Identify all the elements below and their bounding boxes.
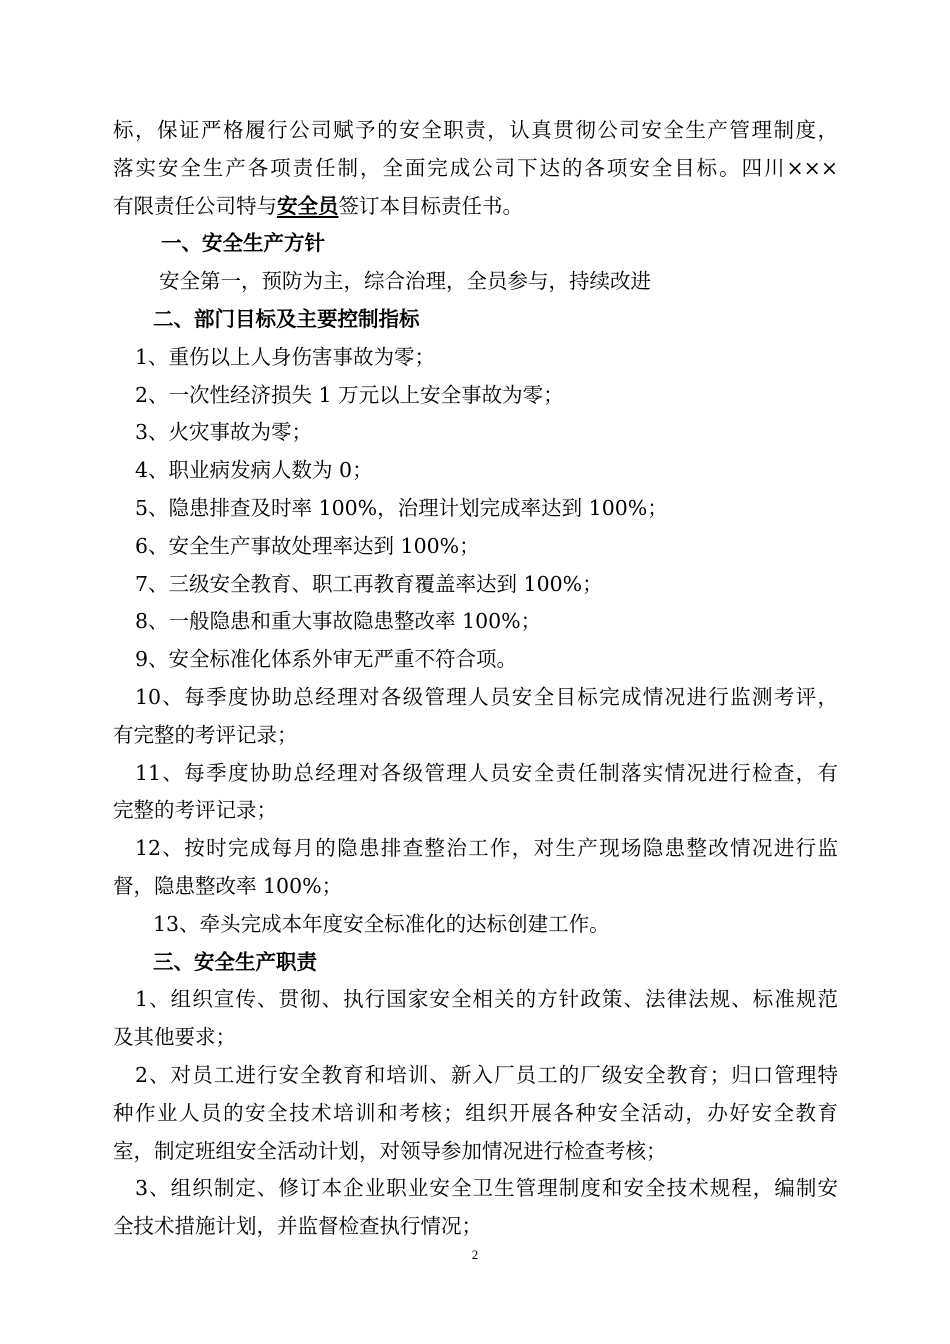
target-item-12-line-2: 督，隐患整改率 100%； (113, 873, 343, 898)
duty-item-2-line-2: 种作业人员的安全技术培训和考核；组织开展各种安全活动，办好安全教育 (113, 1100, 838, 1125)
signatory-role: 安全员 (277, 193, 339, 218)
target-item-3: 3、火灾事故为零； (135, 420, 313, 445)
intro-line-2: 落实安全生产各项责任制，全面完成公司下达的各项安全目标。四川××× (113, 155, 838, 180)
duty-item-2-line-3: 室，制定班组安全活动计划，对领导参加情况进行检查考核； (113, 1138, 667, 1163)
intro-line-3 (113, 188, 838, 226)
duty-item-3-line-2: 全技术措施计划，并监督检查执行情况； (113, 1214, 482, 1239)
target-item-7: 7、三级安全教育、职工再教育覆盖率达到 100%； (135, 571, 603, 596)
duty-item-1-line-1: 1、组织宣传、贯彻、执行国家安全相关的方针政策、法律法规、标准规范 (135, 987, 838, 1012)
target-item-12-line-1: 12、按时完成每月的隐患排查整治工作，对生产现场隐患整改情况进行监 (135, 836, 838, 861)
section-3-heading: 三、安全生产职责 (153, 949, 317, 974)
duty-item-1-line-2: 及其他要求； (113, 1025, 236, 1050)
intro-line-3-prefix: 有限责任公司特与 (113, 193, 277, 218)
target-item-6: 6、安全生产事故处理率达到 100%； (135, 533, 480, 558)
target-item-11-line-2: 完整的考评记录； (113, 798, 277, 823)
target-item-11-line-1: 11、每季度协助总经理对各级管理人员安全责任制落实情况进行检查，有 (135, 760, 838, 785)
section-2-heading: 二、部门目标及主要控制指标 (153, 306, 420, 331)
section-1-text: 安全第一，预防为主，综合治理，全员参与，持续改进 (159, 269, 651, 294)
section-1-heading: 一、安全生产方针 (161, 231, 325, 256)
target-item-10-line-2: 有完整的考评记录； (113, 722, 298, 747)
intro-line-3-suffix: 签订本目标责任书。 (338, 193, 523, 218)
target-item-8: 8、一般隐患和重大事故隐患整改率 100%； (135, 609, 542, 634)
target-item-2: 2、一次性经济损失 1 万元以上安全事故为零； (135, 382, 564, 407)
document-body (113, 112, 838, 1246)
target-item-4: 4、职业病发病人数为 0； (135, 458, 373, 483)
target-item-13: 13、牵头完成本年度安全标准化的达标创建工作。 (153, 911, 610, 936)
target-item-10-line-1: 10、每季度协助总经理对各级管理人员安全目标完成情况进行监测考评， (135, 684, 838, 709)
duty-item-3-line-1: 3、组织制定、修订本企业职业安全卫生管理制度和安全技术规程，编制安 (135, 1176, 838, 1201)
duty-item-2-line-1: 2、对员工进行安全教育和培训、新入厂员工的厂级安全教育；归口管理特 (135, 1062, 838, 1087)
intro-line-1: 标，保证严格履行公司赋予的安全职责，认真贯彻公司安全生产管理制度， (113, 118, 838, 142)
page-number: 2 (471, 1247, 479, 1262)
target-item-1: 1、重伤以上人身伤害事故为零； (135, 344, 436, 369)
target-item-5: 5、隐患排查及时率 100%，治理计划完成率达到 100%； (135, 495, 668, 520)
target-item-9: 9、安全标准化体系外审无严重不符合项。 (135, 647, 518, 672)
